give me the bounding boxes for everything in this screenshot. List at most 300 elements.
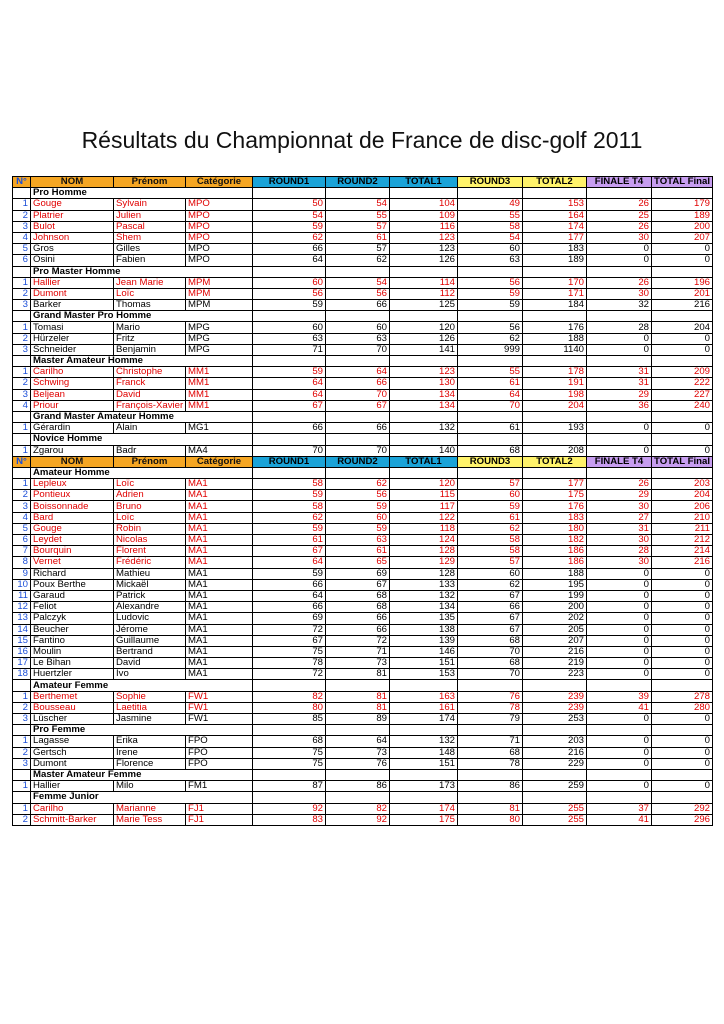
cell-prenom: Fritz bbox=[114, 333, 186, 344]
cell-tf: 0 bbox=[652, 344, 713, 355]
cell-t2: 255 bbox=[523, 803, 587, 814]
cell-t1: 175 bbox=[390, 814, 458, 825]
table-row bbox=[13, 367, 713, 378]
cell-tf: 222 bbox=[652, 378, 713, 389]
cell-nom: Poux Berthe bbox=[31, 579, 114, 590]
cell-prenom: Badr bbox=[114, 445, 186, 456]
cell-cat: MA1 bbox=[186, 635, 253, 646]
cell-prenom: Adrien bbox=[114, 490, 186, 501]
cell-t2: 183 bbox=[523, 512, 587, 523]
cell-cat: MA1 bbox=[186, 490, 253, 501]
cell-f4: 30 bbox=[587, 557, 652, 568]
cell-r1: 56 bbox=[253, 288, 326, 299]
cell-nom: Dumont bbox=[31, 288, 114, 299]
cell-cat: MM1 bbox=[186, 389, 253, 400]
cell-n: 11 bbox=[13, 590, 31, 601]
table-row bbox=[13, 344, 713, 355]
cell-r2: 66 bbox=[326, 423, 390, 434]
cell-prenom: Loïc bbox=[114, 479, 186, 490]
cell-t1: 117 bbox=[390, 501, 458, 512]
cell-nom: Vernet bbox=[31, 557, 114, 568]
cell-r2: 82 bbox=[326, 803, 390, 814]
section-row bbox=[13, 188, 713, 199]
section-title: Master Amateur Femme bbox=[31, 769, 253, 780]
section-spacer bbox=[13, 725, 31, 736]
cell-cat: MA1 bbox=[186, 501, 253, 512]
section-empty-cell bbox=[253, 266, 326, 277]
cell-cat: MA1 bbox=[186, 602, 253, 613]
cell-prenom: Loïc bbox=[114, 288, 186, 299]
cell-tf: 200 bbox=[652, 221, 713, 232]
cell-tf: 209 bbox=[652, 367, 713, 378]
cell-f4: 0 bbox=[587, 423, 652, 434]
cell-nom: Schmitt-Barker bbox=[31, 814, 114, 825]
cell-r1: 67 bbox=[253, 546, 326, 557]
cell-prenom: Marie Tess bbox=[114, 814, 186, 825]
cell-f4: 26 bbox=[587, 277, 652, 288]
cell-f4: 28 bbox=[587, 546, 652, 557]
table-row bbox=[13, 199, 713, 210]
cell-nom: Carilho bbox=[31, 803, 114, 814]
section-empty-cell bbox=[458, 411, 523, 422]
cell-cat: MG1 bbox=[186, 423, 253, 434]
section-title: Grand Master Pro Homme bbox=[31, 311, 253, 322]
cell-f4: 41 bbox=[587, 814, 652, 825]
cell-t2: 198 bbox=[523, 389, 587, 400]
header-nom: NOM bbox=[31, 177, 114, 188]
cell-f4: 0 bbox=[587, 244, 652, 255]
cell-f4: 0 bbox=[587, 579, 652, 590]
section-empty-cell bbox=[326, 311, 390, 322]
cell-tf: 0 bbox=[652, 669, 713, 680]
table-row bbox=[13, 523, 713, 534]
table-row bbox=[13, 389, 713, 400]
table-row bbox=[13, 590, 713, 601]
cell-n: 18 bbox=[13, 669, 31, 680]
cell-t2: 199 bbox=[523, 590, 587, 601]
cell-t1: 148 bbox=[390, 747, 458, 758]
cell-r3: 76 bbox=[458, 691, 523, 702]
section-empty-cell bbox=[458, 356, 523, 367]
section-empty-cell bbox=[587, 266, 652, 277]
header-row bbox=[13, 456, 713, 467]
cell-n: 16 bbox=[13, 646, 31, 657]
header-cat: Catégorie bbox=[186, 456, 253, 467]
section-title: Novice Homme bbox=[31, 434, 253, 445]
cell-cat: FW1 bbox=[186, 714, 253, 725]
section-row bbox=[13, 356, 713, 367]
cell-n: 17 bbox=[13, 658, 31, 669]
section-empty-cell bbox=[458, 680, 523, 691]
cell-r2: 60 bbox=[326, 322, 390, 333]
cell-prenom: Loïc bbox=[114, 512, 186, 523]
cell-f4: 30 bbox=[587, 501, 652, 512]
cell-r2: 65 bbox=[326, 557, 390, 568]
cell-n: 1 bbox=[13, 479, 31, 490]
section-empty-cell bbox=[652, 311, 713, 322]
cell-t1: 123 bbox=[390, 232, 458, 243]
section-empty-cell bbox=[523, 311, 587, 322]
section-title: Grand Master Amateur Homme bbox=[31, 411, 253, 422]
cell-r1: 59 bbox=[253, 568, 326, 579]
cell-t1: 130 bbox=[390, 378, 458, 389]
cell-t1: 112 bbox=[390, 288, 458, 299]
cell-r1: 58 bbox=[253, 479, 326, 490]
cell-nom: Lepleux bbox=[31, 479, 114, 490]
cell-r3: 67 bbox=[458, 624, 523, 635]
cell-t2: 216 bbox=[523, 646, 587, 657]
cell-prenom: Alain bbox=[114, 423, 186, 434]
cell-nom: Platrier bbox=[31, 210, 114, 221]
table-row bbox=[13, 445, 713, 456]
cell-nom: Fantino bbox=[31, 635, 114, 646]
section-empty-cell bbox=[326, 434, 390, 445]
header-tf: TOTAL Final bbox=[652, 177, 713, 188]
section-empty-cell bbox=[587, 188, 652, 199]
cell-r3: 59 bbox=[458, 288, 523, 299]
cell-t1: 134 bbox=[390, 602, 458, 613]
cell-t1: 163 bbox=[390, 691, 458, 702]
section-title: Femme Junior bbox=[31, 792, 253, 803]
cell-r2: 62 bbox=[326, 479, 390, 490]
cell-tf: 203 bbox=[652, 479, 713, 490]
cell-nom: Richard bbox=[31, 568, 114, 579]
section-spacer bbox=[13, 434, 31, 445]
cell-r2: 81 bbox=[326, 702, 390, 713]
cell-nom: Gouge bbox=[31, 523, 114, 534]
cell-prenom: Fabien bbox=[114, 255, 186, 266]
cell-tf: 0 bbox=[652, 244, 713, 255]
cell-r1: 67 bbox=[253, 635, 326, 646]
cell-f4: 37 bbox=[587, 803, 652, 814]
cell-t2: 205 bbox=[523, 624, 587, 635]
cell-r1: 67 bbox=[253, 400, 326, 411]
cell-t1: 109 bbox=[390, 210, 458, 221]
cell-r1: 59 bbox=[253, 221, 326, 232]
cell-cat: MA1 bbox=[186, 590, 253, 601]
section-empty-cell bbox=[458, 266, 523, 277]
cell-n: 1 bbox=[13, 691, 31, 702]
table-row bbox=[13, 479, 713, 490]
section-empty-cell bbox=[458, 769, 523, 780]
cell-r1: 64 bbox=[253, 389, 326, 400]
cell-t2: 188 bbox=[523, 333, 587, 344]
cell-nom: Zgarou bbox=[31, 445, 114, 456]
cell-tf: 0 bbox=[652, 255, 713, 266]
cell-r2: 64 bbox=[326, 736, 390, 747]
cell-f4: 36 bbox=[587, 400, 652, 411]
cell-t2: 188 bbox=[523, 568, 587, 579]
section-empty-cell bbox=[253, 188, 326, 199]
cell-f4: 0 bbox=[587, 736, 652, 747]
section-empty-cell bbox=[652, 434, 713, 445]
cell-prenom: Mario bbox=[114, 322, 186, 333]
cell-t1: 132 bbox=[390, 590, 458, 601]
cell-t2: 219 bbox=[523, 658, 587, 669]
cell-cat: MM1 bbox=[186, 378, 253, 389]
cell-t1: 134 bbox=[390, 389, 458, 400]
section-empty-cell bbox=[390, 411, 458, 422]
cell-n: 2 bbox=[13, 814, 31, 825]
cell-n: 3 bbox=[13, 714, 31, 725]
section-empty-cell bbox=[390, 356, 458, 367]
cell-tf: 0 bbox=[652, 602, 713, 613]
table-row bbox=[13, 714, 713, 725]
cell-r3: 57 bbox=[458, 557, 523, 568]
cell-f4: 0 bbox=[587, 445, 652, 456]
header-t2: TOTAL2 bbox=[523, 456, 587, 467]
cell-cat: FJ1 bbox=[186, 803, 253, 814]
cell-t2: 203 bbox=[523, 736, 587, 747]
cell-t1: 153 bbox=[390, 669, 458, 680]
cell-t2: 183 bbox=[523, 244, 587, 255]
cell-t1: 128 bbox=[390, 546, 458, 557]
cell-r1: 62 bbox=[253, 232, 326, 243]
cell-cat: MPO bbox=[186, 232, 253, 243]
cell-nom: Johnson bbox=[31, 232, 114, 243]
header-prenom: Prénom bbox=[114, 177, 186, 188]
section-row bbox=[13, 792, 713, 803]
section-empty-cell bbox=[326, 356, 390, 367]
cell-tf: 216 bbox=[652, 557, 713, 568]
cell-t2: 180 bbox=[523, 523, 587, 534]
cell-r1: 82 bbox=[253, 691, 326, 702]
cell-r2: 71 bbox=[326, 646, 390, 657]
cell-r1: 64 bbox=[253, 255, 326, 266]
cell-nom: Berthemet bbox=[31, 691, 114, 702]
cell-prenom: Bruno bbox=[114, 501, 186, 512]
cell-r2: 73 bbox=[326, 658, 390, 669]
cell-f4: 31 bbox=[587, 378, 652, 389]
table-row bbox=[13, 255, 713, 266]
cell-t1: 118 bbox=[390, 523, 458, 534]
cell-prenom: Laetitia bbox=[114, 702, 186, 713]
cell-prenom: Ludovic bbox=[114, 613, 186, 624]
section-row bbox=[13, 680, 713, 691]
cell-r2: 72 bbox=[326, 635, 390, 646]
cell-n: 3 bbox=[13, 221, 31, 232]
cell-r2: 63 bbox=[326, 333, 390, 344]
cell-t1: 120 bbox=[390, 479, 458, 490]
cell-t1: 124 bbox=[390, 535, 458, 546]
cell-n: 1 bbox=[13, 199, 31, 210]
section-row bbox=[13, 311, 713, 322]
cell-r3: 61 bbox=[458, 512, 523, 523]
cell-r3: 59 bbox=[458, 501, 523, 512]
cell-nom: Hallier bbox=[31, 277, 114, 288]
cell-nom: Moulin bbox=[31, 646, 114, 657]
cell-r1: 71 bbox=[253, 344, 326, 355]
cell-r3: 54 bbox=[458, 232, 523, 243]
table-row bbox=[13, 557, 713, 568]
section-title: Pro Homme bbox=[31, 188, 253, 199]
cell-tf: 0 bbox=[652, 333, 713, 344]
cell-cat: MPG bbox=[186, 333, 253, 344]
section-row bbox=[13, 411, 713, 422]
cell-r3: 80 bbox=[458, 814, 523, 825]
cell-r3: 78 bbox=[458, 758, 523, 769]
cell-r3: 62 bbox=[458, 523, 523, 534]
cell-t2: 202 bbox=[523, 613, 587, 624]
cell-r2: 69 bbox=[326, 568, 390, 579]
cell-r2: 67 bbox=[326, 579, 390, 590]
cell-n: 3 bbox=[13, 758, 31, 769]
table-row bbox=[13, 277, 713, 288]
cell-tf: 0 bbox=[652, 646, 713, 657]
cell-t1: 132 bbox=[390, 736, 458, 747]
cell-cat: MA1 bbox=[186, 579, 253, 590]
section-empty-cell bbox=[652, 467, 713, 478]
section-empty-cell bbox=[326, 725, 390, 736]
cell-n: 8 bbox=[13, 557, 31, 568]
cell-r2: 81 bbox=[326, 691, 390, 702]
cell-r2: 54 bbox=[326, 277, 390, 288]
table-row bbox=[13, 300, 713, 311]
header-tf: TOTAL Final bbox=[652, 456, 713, 467]
cell-tf: 240 bbox=[652, 400, 713, 411]
cell-r2: 61 bbox=[326, 232, 390, 243]
cell-r3: 56 bbox=[458, 277, 523, 288]
section-empty-cell bbox=[326, 188, 390, 199]
cell-t1: 134 bbox=[390, 400, 458, 411]
cell-r3: 57 bbox=[458, 479, 523, 490]
cell-r1: 75 bbox=[253, 758, 326, 769]
cell-t2: 195 bbox=[523, 579, 587, 590]
table-row bbox=[13, 579, 713, 590]
cell-prenom: Benjamin bbox=[114, 344, 186, 355]
cell-n: 3 bbox=[13, 389, 31, 400]
cell-f4: 0 bbox=[587, 635, 652, 646]
cell-nom: Boissonnade bbox=[31, 501, 114, 512]
section-empty-cell bbox=[587, 311, 652, 322]
cell-f4: 0 bbox=[587, 333, 652, 344]
cell-f4: 41 bbox=[587, 702, 652, 713]
cell-cat: MPG bbox=[186, 322, 253, 333]
cell-f4: 26 bbox=[587, 199, 652, 210]
cell-tf: 0 bbox=[652, 658, 713, 669]
cell-tf: 296 bbox=[652, 814, 713, 825]
cell-t2: 208 bbox=[523, 445, 587, 456]
section-empty-cell bbox=[523, 188, 587, 199]
cell-n: 6 bbox=[13, 255, 31, 266]
cell-n: 4 bbox=[13, 400, 31, 411]
cell-tf: 0 bbox=[652, 758, 713, 769]
cell-r2: 70 bbox=[326, 344, 390, 355]
section-empty-cell bbox=[587, 411, 652, 422]
cell-r2: 57 bbox=[326, 221, 390, 232]
table-row bbox=[13, 635, 713, 646]
cell-n: 2 bbox=[13, 490, 31, 501]
cell-prenom: Mathieu bbox=[114, 568, 186, 579]
cell-r2: 56 bbox=[326, 490, 390, 501]
section-empty-cell bbox=[523, 680, 587, 691]
cell-t2: 223 bbox=[523, 669, 587, 680]
cell-cat: FW1 bbox=[186, 702, 253, 713]
cell-nom: Hallier bbox=[31, 781, 114, 792]
cell-r1: 75 bbox=[253, 646, 326, 657]
cell-r1: 62 bbox=[253, 512, 326, 523]
cell-r1: 72 bbox=[253, 669, 326, 680]
cell-r2: 56 bbox=[326, 288, 390, 299]
cell-tf: 280 bbox=[652, 702, 713, 713]
table-row bbox=[13, 814, 713, 825]
cell-n: 1 bbox=[13, 277, 31, 288]
cell-prenom: Gilles bbox=[114, 244, 186, 255]
section-row bbox=[13, 769, 713, 780]
cell-tf: 0 bbox=[652, 579, 713, 590]
table-row bbox=[13, 613, 713, 624]
cell-f4: 0 bbox=[587, 658, 652, 669]
cell-r2: 63 bbox=[326, 535, 390, 546]
cell-t2: 229 bbox=[523, 758, 587, 769]
cell-t1: 123 bbox=[390, 367, 458, 378]
header-r2: ROUND2 bbox=[326, 177, 390, 188]
cell-prenom: Nicolas bbox=[114, 535, 186, 546]
cell-nom: Bard bbox=[31, 512, 114, 523]
cell-f4: 0 bbox=[587, 646, 652, 657]
cell-tf: 201 bbox=[652, 288, 713, 299]
cell-nom: Beljean bbox=[31, 389, 114, 400]
cell-cat: MPM bbox=[186, 300, 253, 311]
cell-cat: MA1 bbox=[186, 523, 253, 534]
cell-t1: 174 bbox=[390, 714, 458, 725]
cell-r3: 67 bbox=[458, 613, 523, 624]
cell-prenom: Irene bbox=[114, 747, 186, 758]
cell-r3: 68 bbox=[458, 635, 523, 646]
table-row bbox=[13, 535, 713, 546]
cell-t2: 178 bbox=[523, 367, 587, 378]
section-title: Pro Femme bbox=[31, 725, 253, 736]
cell-n: 1 bbox=[13, 803, 31, 814]
cell-r3: 49 bbox=[458, 199, 523, 210]
cell-prenom: Florent bbox=[114, 546, 186, 557]
cell-nom: Gertsch bbox=[31, 747, 114, 758]
section-empty-cell bbox=[390, 769, 458, 780]
cell-r1: 78 bbox=[253, 658, 326, 669]
cell-r2: 62 bbox=[326, 255, 390, 266]
cell-prenom: Mickaël bbox=[114, 579, 186, 590]
cell-t1: 115 bbox=[390, 490, 458, 501]
cell-t2: 171 bbox=[523, 288, 587, 299]
section-empty-cell bbox=[458, 434, 523, 445]
cell-tf: 0 bbox=[652, 590, 713, 601]
cell-r1: 75 bbox=[253, 747, 326, 758]
cell-t2: 259 bbox=[523, 781, 587, 792]
cell-r3: 58 bbox=[458, 221, 523, 232]
cell-n: 4 bbox=[13, 512, 31, 523]
cell-r1: 66 bbox=[253, 423, 326, 434]
cell-prenom: Jasmine bbox=[114, 714, 186, 725]
cell-r3: 68 bbox=[458, 658, 523, 669]
section-empty-cell bbox=[458, 792, 523, 803]
cell-t2: 239 bbox=[523, 691, 587, 702]
cell-r3: 56 bbox=[458, 322, 523, 333]
cell-r1: 63 bbox=[253, 333, 326, 344]
cell-f4: 0 bbox=[587, 747, 652, 758]
cell-tf: 214 bbox=[652, 546, 713, 557]
page-title: Résultats du Championnat de France de disc-golf 2011 bbox=[81, 127, 643, 153]
cell-f4: 0 bbox=[587, 669, 652, 680]
cell-nom: Le Bihan bbox=[31, 658, 114, 669]
cell-f4: 30 bbox=[587, 232, 652, 243]
cell-t1: 132 bbox=[390, 423, 458, 434]
cell-t1: 126 bbox=[390, 333, 458, 344]
table-row bbox=[13, 221, 713, 232]
cell-r1: 64 bbox=[253, 557, 326, 568]
cell-t2: 177 bbox=[523, 479, 587, 490]
section-empty-cell bbox=[587, 434, 652, 445]
section-empty-cell bbox=[253, 725, 326, 736]
